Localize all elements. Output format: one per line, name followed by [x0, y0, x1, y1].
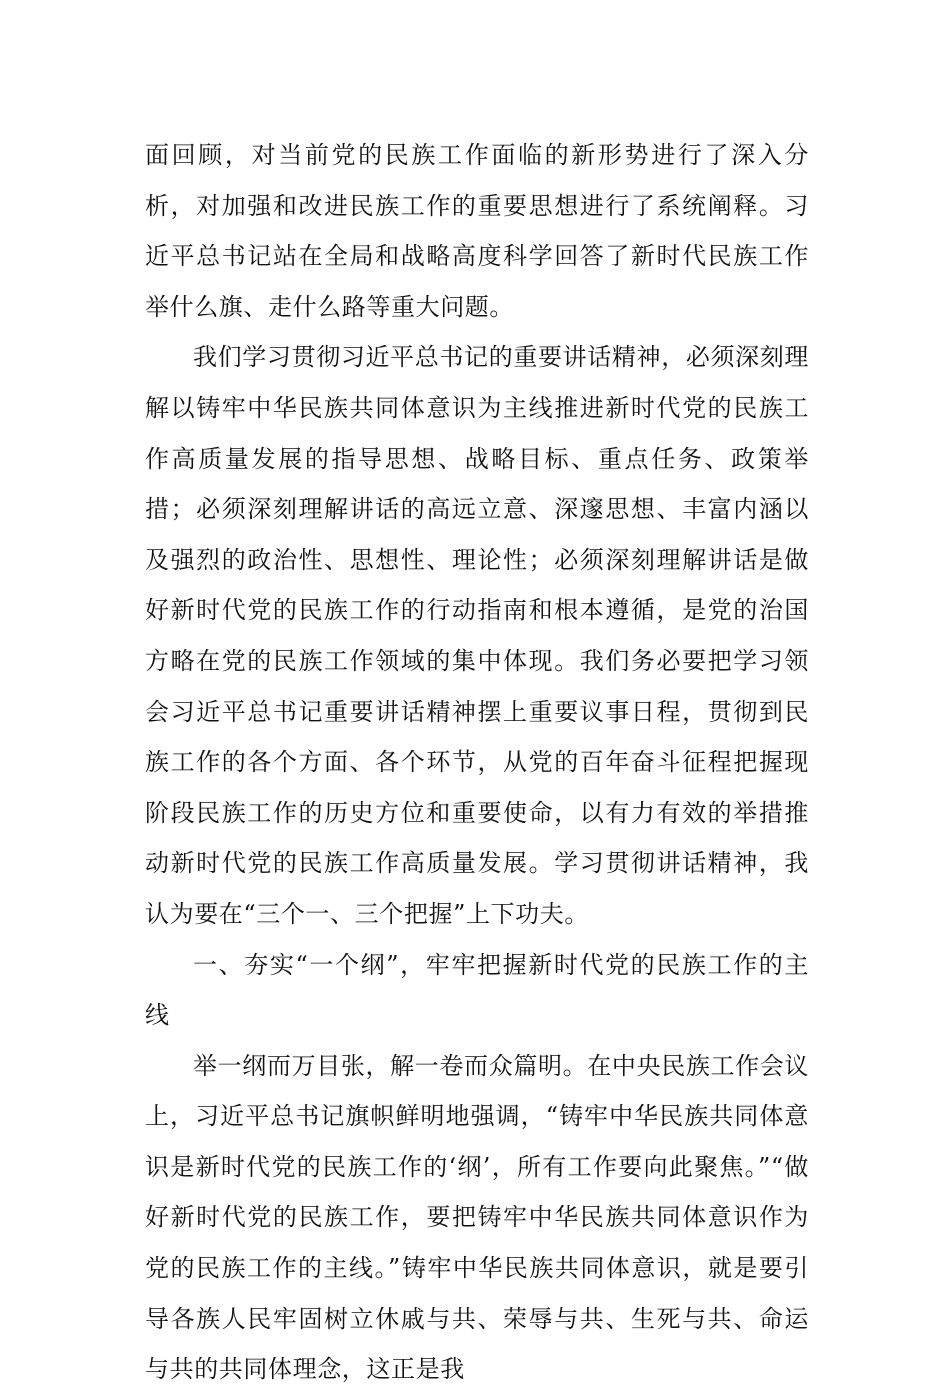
- document-body: [145, 130, 809, 1395]
- paragraph-continued: 面回顾，对当前党的民族工作面临的新形势进行了深入分析，对加强和改进民族工作的重要思想进行了系统阐释。习近平总书记站在全局和战略高度科学回答了新时代民族工作举什么旗、走什么路等重大问题。: [145, 141, 809, 321]
- paragraph-study-speech: 我们学习贯彻习近平总书记的重要讲话精神，必须深刻理解以铸牢中华民族共同体意识为主线推进新时代党的民族工作高质量发展的指导思想、战略目标、重点任务、政策举措；必须深刻理解讲话的高远立意、深邃思想、丰富内涵以及强烈的政治性、思想性、理论性；必须深刻理解讲话是做好新时代党的民族工作的行动指南和根本遵循，是党的治国方略在党的民族工作领域的集中体现。我们务必要把学习领会习近平总书记重要讲话精神摆上重要议事日程，贯彻到民族工作的各个方面、各个环节，从党的百年奋斗征程把握现阶段民族工作的历史方位和重要使命，以有力有效的举措推动新时代党的民族工作高质量发展。学习贯彻讲话精神，我认为要在“三个一、三个把握”上下功夫。: [145, 343, 809, 928]
- paragraph-main-line: 举一纲而万目张，解一卷而众篇明。在中央民族工作会议上，习近平总书记旗帜鲜明地强调，“铸牢中华民族共同体意识是新时代党的民族工作的‘纲’，所有工作要向此聚焦。”“做好新时代党的民族工作，要把铸牢中华民族共同体意识作为党的民族工作的主线。”铸牢中华民族共同体意识，就是要引导各族人民牢固树立休戚与共、荣辱与共、生死与共、命运与共的共同体理念，这正是我: [145, 1051, 809, 1384]
- section-heading-one: 一、夯实“一个纲”，牢牢把握新时代党的民族工作的主线: [145, 950, 809, 1030]
